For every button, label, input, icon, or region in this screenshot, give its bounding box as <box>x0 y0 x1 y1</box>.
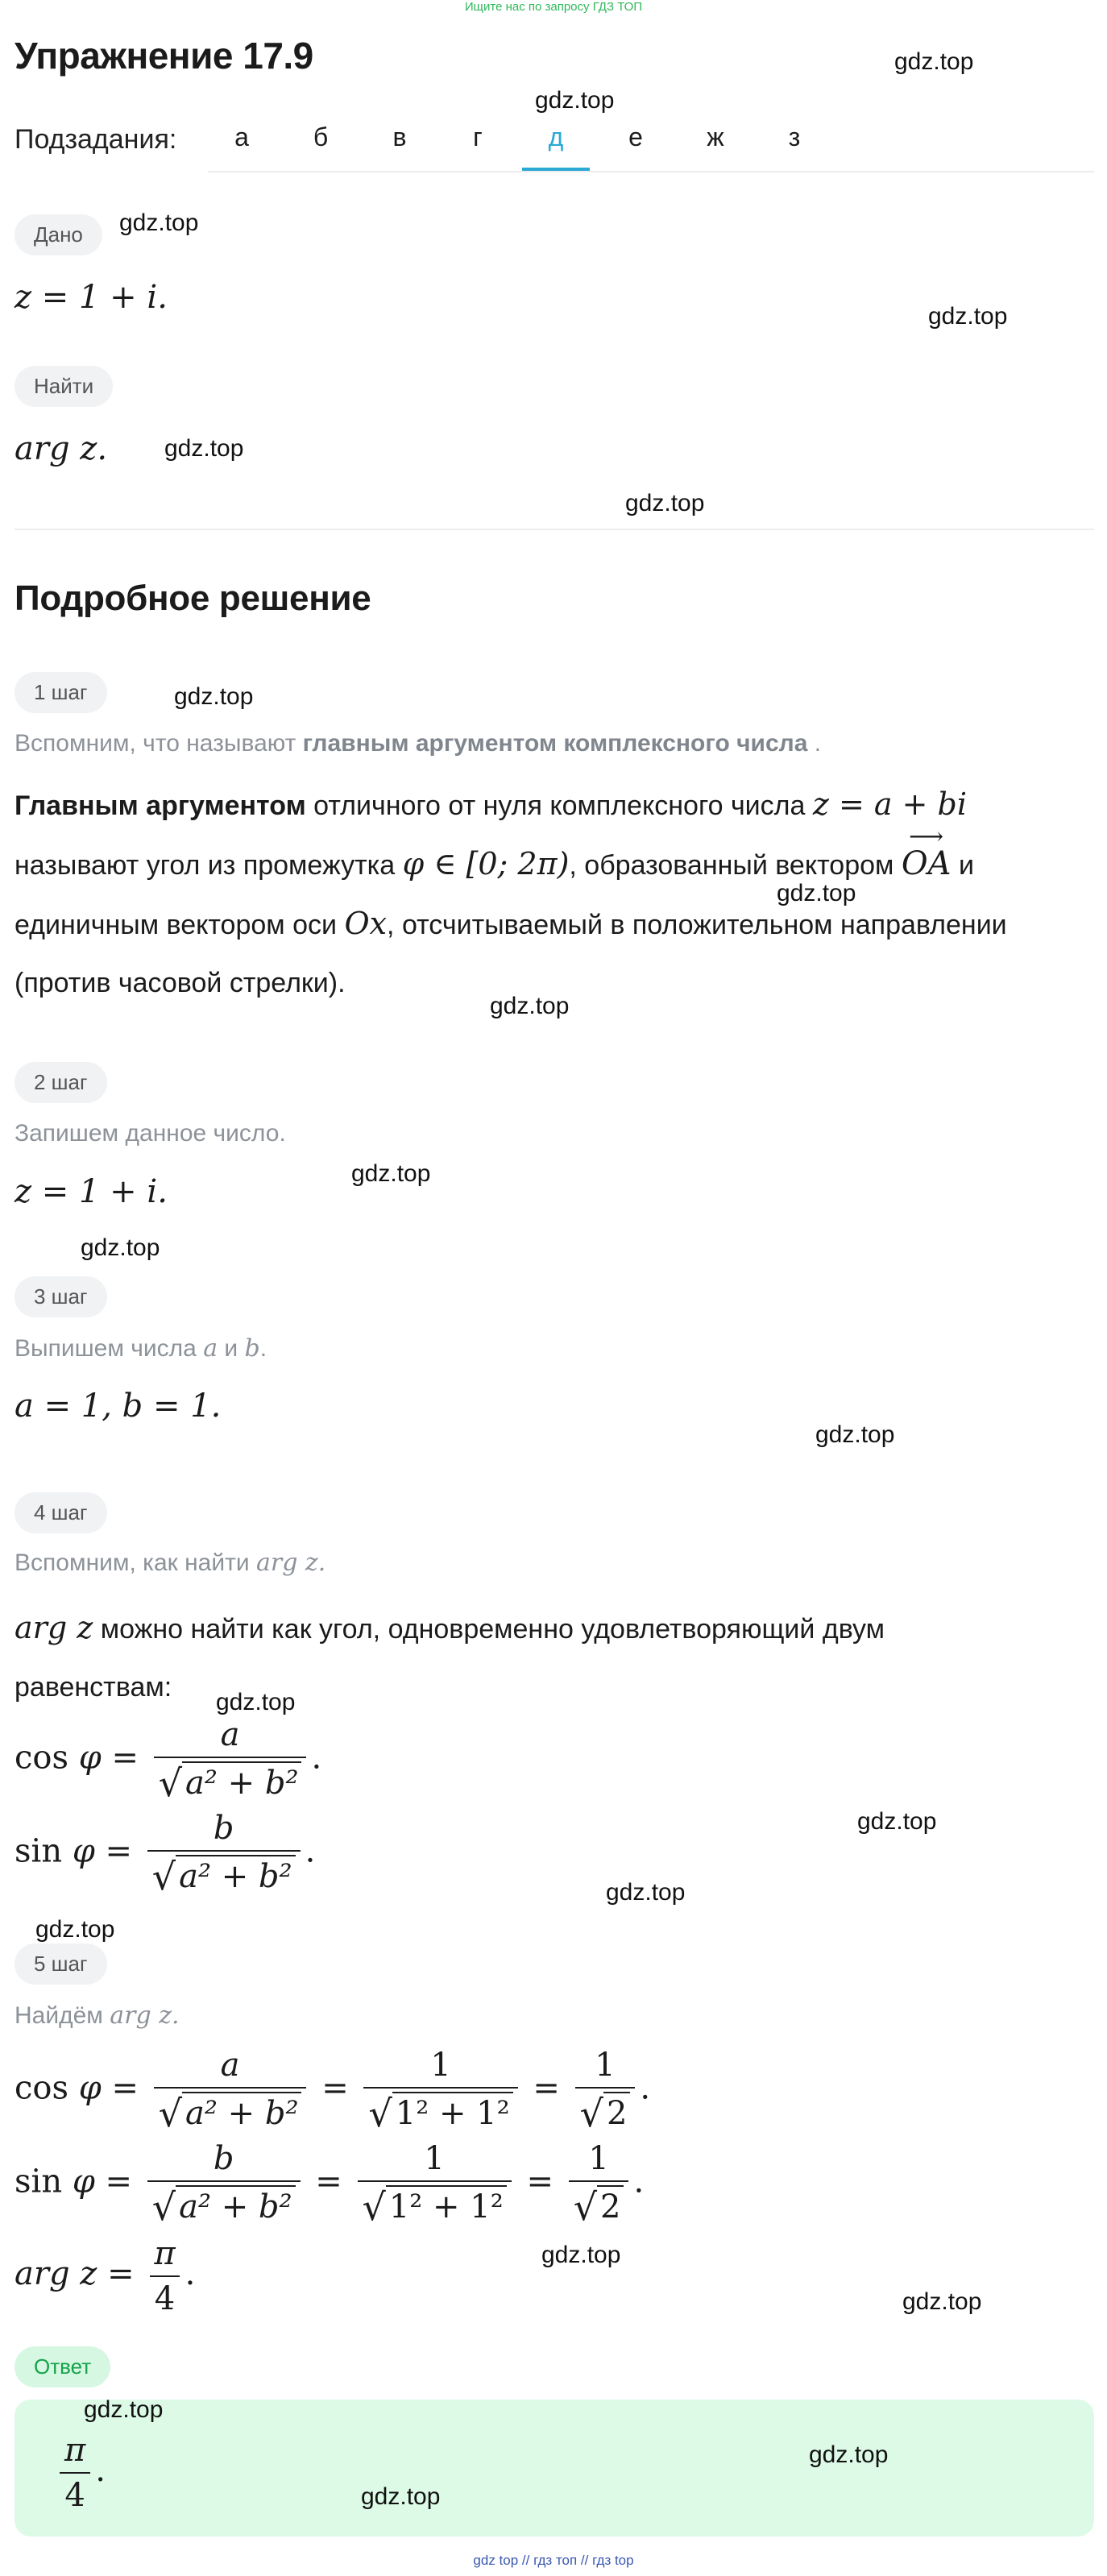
tab-d[interactable]: д <box>548 122 564 151</box>
step-4-text: arg z можно найти как угол, одновременно удовлетворяющий двум равенствам: <box>15 1610 885 1703</box>
step-4-badge: 4 шаг <box>15 1492 107 1533</box>
sin-formula: sin φ = b √ a² + b² . <box>15 1810 316 1898</box>
step-1-intro: Вспомним, что называют главным аргументом комплексного числа . <box>15 730 822 757</box>
watermark: gdz.top <box>164 435 244 462</box>
watermark: gdz.top <box>902 2288 982 2315</box>
watermark: gdz.top <box>361 2483 441 2510</box>
given-badge: Дано <box>15 214 102 255</box>
step-2-formula: z = 1 + i. <box>15 1173 168 1210</box>
step-5-intro: Найдём arg z. <box>15 2001 180 2030</box>
step-3-intro: Выпишем числа a и b. <box>15 1334 267 1363</box>
footer-links[interactable]: gdz top // гдз топ // гдз top <box>473 2553 634 2568</box>
page-title: Упражнение 17.9 <box>15 35 313 77</box>
subtasks-label: Подзадания: <box>15 124 177 155</box>
answer-box <box>15 2400 1094 2537</box>
tab-a[interactable]: а <box>234 122 249 151</box>
answer-formula: $\frac{\pi}{4}$ . <box>55 2432 106 2514</box>
sin-computation: sin φ = b √ a² + b² = 1 √ 1² + 1² = 1 √ 2 . <box>15 2140 645 2229</box>
find-badge: Найти <box>15 366 113 407</box>
watermark: gdz.top <box>894 48 974 75</box>
watermark: gdz.top <box>809 2441 889 2468</box>
cos-formula: cos φ = a √ a² + b² . <box>15 1716 322 1805</box>
step-5-badge: 5 шаг <box>15 1943 107 1985</box>
tab-z[interactable]: з <box>788 122 801 151</box>
watermark: gdz.top <box>490 993 570 1019</box>
find-formula: arg z. <box>15 430 108 467</box>
step-3-badge: 3 шаг <box>15 1276 107 1317</box>
tab-g[interactable]: г <box>473 122 483 151</box>
top-banner: Ищите нас по запросу ГДЗ ТОП <box>464 0 643 14</box>
watermark: gdz.top <box>928 303 1008 330</box>
tab-b[interactable]: б <box>313 122 329 151</box>
watermark: gdz.top <box>815 1421 895 1448</box>
watermark: gdz.top <box>35 1916 115 1943</box>
watermark: gdz.top <box>174 683 254 710</box>
divider <box>15 529 1094 530</box>
watermark: gdz.top <box>81 1234 160 1261</box>
step-4-intro: Вспомним, как найти arg z. <box>15 1549 326 1577</box>
solution-title: Подробное решение <box>15 579 371 618</box>
given-formula: z = 1 + i. <box>15 279 168 316</box>
step-1-definition: Главным аргументом отличного от нуля комплексного числа z = a + bi называют угол из промежутка φ ∈ [0; 2π), образованный вектором ⟶ OA и единичным вектором оси Ox, отсчитываемый в положительном направлении (против часовой стрелки). <box>15 786 1007 998</box>
watermark: gdz.top <box>216 1689 296 1715</box>
watermark: gdz.top <box>119 209 199 236</box>
watermark: gdz.top <box>777 880 856 906</box>
step-2-intro: Запишем данное число. <box>15 1120 286 1147</box>
watermark: gdz.top <box>625 490 705 516</box>
subtasks-tabs <box>208 113 1094 172</box>
step-2-badge: 2 шаг <box>15 1062 107 1103</box>
watermark: gdz.top <box>541 2242 621 2268</box>
step-1-badge: 1 шаг <box>15 672 107 713</box>
watermark: gdz.top <box>535 87 615 114</box>
answer-badge: Ответ <box>15 2346 110 2387</box>
tab-v[interactable]: в <box>392 122 407 151</box>
arg-result: arg z = $\frac{\pi}{4}$ . <box>15 2235 196 2317</box>
step-3-formula: a = 1, b = 1. <box>15 1388 222 1425</box>
watermark: gdz.top <box>857 1808 937 1835</box>
cos-computation: cos φ = a √ a² + b² = 1 √ 1² + 1² = 1 √ 2 . <box>15 2047 651 2135</box>
active-tab-indicator <box>522 168 590 171</box>
watermark: gdz.top <box>84 2396 164 2423</box>
watermark: gdz.top <box>606 1879 686 1906</box>
tab-e[interactable]: е <box>628 122 643 151</box>
watermark: gdz.top <box>351 1160 431 1187</box>
tab-zh[interactable]: ж <box>707 122 724 151</box>
